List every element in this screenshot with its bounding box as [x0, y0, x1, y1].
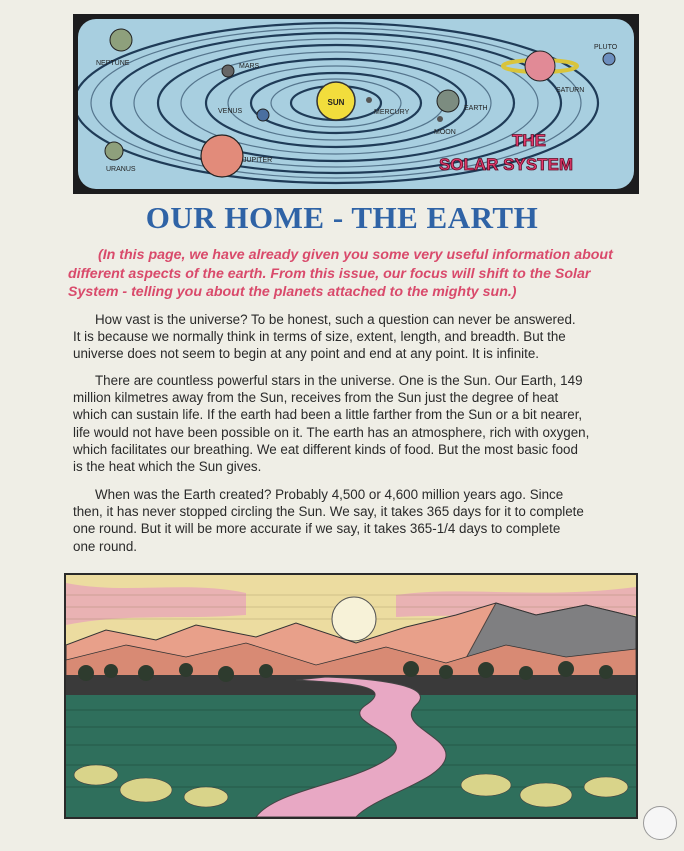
moon-label: MOON: [434, 129, 456, 136]
paragraph-line: million kilmetres away from the Sun, receives from the Sun just the degree of heat: [73, 390, 559, 406]
paragraph-line: which facilitates our breathing. We eat different kinds of food. But the most basic food: [73, 441, 578, 457]
paragraph-sun: [73, 372, 639, 475]
paragraph-line: one round.: [73, 538, 138, 554]
paragraph-line: When was the Earth created? Probably 4,500 or 4,600 million years ago. Since: [95, 487, 564, 502]
landscape-illustration: [64, 573, 638, 819]
intro-line: (In this page, we have already given you some very useful information about: [98, 247, 613, 263]
solar-title-line2: SOLAR SYSTEM: [438, 155, 574, 174]
jupiter-label: JUPITER: [243, 157, 273, 164]
sun-label: SUN: [327, 98, 345, 107]
page-title: OUR HOME - THE EARTH: [145, 200, 539, 235]
intro-line: different aspects of the earth. From this issue, our focus will shift to the Solar: [68, 265, 591, 282]
uranus-label: URANUS: [106, 166, 136, 173]
pluto-label: PLUTO: [594, 44, 618, 51]
neptune-label: NEPTUNE: [96, 60, 130, 67]
solar-system-illustration: [73, 14, 639, 194]
paragraph-line: then, it has never stopped circling the Sun. We say, it takes 365 days for it to complete: [73, 504, 584, 520]
paragraph-earth-created: [73, 486, 639, 555]
paragraph-line: one round. But it will be more accurate if we say, it takes 365-1/4 days to complete: [73, 521, 561, 537]
saturn-label: SATURN: [556, 87, 585, 94]
earth-label: EARTH: [464, 105, 488, 112]
setting-sun-icon: [332, 597, 376, 641]
paragraph-line: universe does not seem to begin at any point and end at any point. It is infinite.: [73, 346, 539, 362]
paragraph-line: How vast is the universe? To be honest, such a question can never be answered.: [95, 312, 576, 327]
publisher-logo: [643, 806, 677, 840]
venus-label: VENUS: [218, 108, 243, 115]
solar-title-line1: THE: [512, 131, 546, 150]
intro-note: [68, 246, 646, 302]
paragraph-line: There are countless powerful stars in the universe. One is the Sun. Our Earth, 149: [95, 373, 583, 388]
paragraph-line: It is because we normally think in terms of size, extent, length, and breadth. But the: [73, 329, 566, 345]
paragraph-line: which can sustain life. If the earth had been a little farther from the Sun or a bit nearer,: [73, 407, 583, 423]
mars-label: MARS: [239, 63, 260, 70]
mercury-label: MERCURY: [374, 109, 410, 116]
paragraph-universe: [73, 311, 639, 363]
intro-line: System - telling you about the planets attached to the mighty sun.): [68, 284, 517, 300]
paragraph-line: life would not have been possible on it. The earth has an atmosphere, rich with oxygen,: [73, 424, 590, 440]
paragraph-line: is the heat which the Sun gives.: [73, 459, 262, 475]
